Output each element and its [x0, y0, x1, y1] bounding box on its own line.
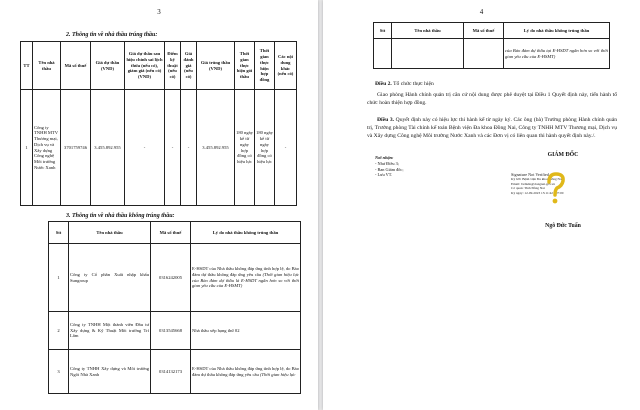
technical-score: - — [165, 90, 181, 206]
tax-code: 3701759746 — [61, 90, 91, 206]
article-label: Điều 3. — [377, 117, 395, 123]
bidder-name: Công ty TNHH Xây dựng và Môi trường Ngôi Nhà Xanh — [69, 350, 151, 394]
header-cell: Lý do nhà thầu không trúng thầu — [191, 222, 301, 244]
table-row — [49, 350, 301, 394]
paragraph: Giao phòng Hành chính quản trị căn cứ nội dung được phê duyệt tại Điều 1 Quyết định này, tiến hành tổ chức hoàn thiện hợp đồng. — [367, 92, 617, 107]
header-cell: Giá dự thầu sau hiệu chỉnh sai lệch thừa (nếu có), giảm giá (nếu có) (VND) — [125, 42, 165, 90]
page-number: 4 — [479, 8, 484, 16]
losing-bidders-table-continued — [373, 22, 610, 69]
table-row — [21, 90, 297, 206]
evaluated-price: - — [181, 90, 197, 206]
article-2 — [375, 80, 615, 88]
recipients-title: Nơi nhận: — [375, 155, 394, 160]
header-cell: Tên nhà thầu — [33, 42, 61, 90]
header-cell: Stt — [49, 222, 69, 244]
header-cell: Giá đánh giá (nếu có) — [181, 42, 197, 90]
bidder-name: Công ty Cổ phần Xuất nhập khẩu Sungroup — [69, 244, 151, 312]
header-cell: Lý do nhà thầu không trúng thầu — [504, 23, 610, 39]
stamp-line: Ký bởi: Bệnh viện Đa khoa Đồng Nai — [511, 177, 563, 182]
signer-title: GIÁM ĐỐC — [547, 152, 579, 158]
header-cell: Các nội dung khác (nếu có) — [275, 42, 297, 90]
row-number: 1 — [21, 90, 33, 206]
header-cell: Mã số thuế — [61, 42, 91, 90]
document-page-3 — [0, 0, 318, 410]
row-number: 2 — [49, 312, 69, 350]
reason-text: Nhà thầu xếp hạng thứ 02 — [192, 327, 240, 333]
recipient-item: - Ban Giám đốc; — [375, 166, 404, 172]
winning-price: 3.455.892.955 — [197, 90, 235, 206]
header-cell: Điểm kỹ thuật (nếu có) — [165, 42, 181, 90]
table-row — [374, 39, 610, 69]
table-row — [49, 312, 301, 350]
winning-bidder-table — [20, 41, 297, 206]
section-2-title: 2. Thông tin về nhà thầu trúng thầu: — [66, 32, 158, 38]
contract-duration: 180 ngày kể từ ngày hợp đồng có hiệu lực — [255, 90, 275, 206]
article-text: Quyết định này có hiệu lực thi hành kể từ ngày ký. Các ông (bà) Trưởng phòng Hành chính quản trị, Trưởng phòng Tài chính kế toán Bệnh viện Đa khoa Đồng Nai, Công ty TNHH MTV Thương mại, Dịch vụ và Xây dựng Công nghệ Môi trường Nước Xanh và các Đơn vị có liên quan thi hành quyết định này./. — [367, 117, 618, 140]
header-cell: Tên nhà thầu — [392, 23, 464, 39]
tax-code: 0314132173 — [151, 350, 191, 394]
reason-text: E-HSDT của Nhà thầu không đáp ứng tính hợp lệ, do Bảo đảm dự thầu không đáp ứng yêu cầu — [192, 266, 299, 277]
signature-verified-question-icon — [541, 172, 571, 206]
reason-note: (Thời gian hiệu lực — [260, 371, 296, 377]
header-cell: Thời gian thực hiện hợp đồng — [255, 42, 275, 90]
row-number: 1 — [49, 244, 69, 312]
table-header-row — [49, 222, 301, 244]
losing-bidders-table — [48, 221, 301, 394]
table-row — [49, 244, 301, 312]
reason-text: E-HSDT của Nhà thầu không đáp ứng tính hợp lệ, do Bảo đảm dự thầu không đáp ứng yêu cầu — [192, 365, 299, 377]
article-text: Tổ chức thực hiện — [393, 81, 434, 87]
header-cell: Mã số thuế — [464, 23, 504, 39]
adjusted-price: - — [125, 90, 165, 206]
page-number: 3 — [157, 8, 161, 16]
recipients — [375, 155, 404, 178]
rejection-reason — [191, 350, 301, 394]
stamp-line: Email: bvdkdn@dongnai.gov.vn — [511, 181, 556, 186]
header-cell: Giá dự thầu (VND) — [91, 42, 125, 90]
header-cell: Thời gian thực hiện gói thầu — [235, 42, 255, 90]
rejection-reason — [191, 244, 301, 312]
header-cell: TT — [21, 42, 33, 90]
table-header-row — [374, 23, 610, 39]
document-page-4 — [323, 0, 640, 410]
stamp-line: Ký ngày: 12-09-2023 15:11:42 +07:00 — [511, 190, 564, 195]
tax-code: 0316242005 — [151, 244, 191, 312]
recipient-item: - Lưu VT. — [375, 172, 393, 178]
rejection-reason — [191, 312, 301, 350]
article-label: Điều 2. — [375, 81, 392, 87]
table-header-row — [21, 42, 297, 90]
header-cell: Giá trúng thầu (VND) — [197, 42, 235, 90]
other-content: - — [275, 90, 297, 206]
package-duration: 180 ngày kể từ ngày hợp đồng có hiệu lực — [235, 90, 255, 206]
section-3-title: 3. Thông tin về nhà thầu không trúng thầu: — [66, 213, 175, 219]
signature-status: Signature Not Verified — [511, 172, 549, 177]
bid-price: 3.455.892.955 — [91, 90, 125, 206]
signer-name: Ngô Đức Tuấn — [545, 223, 581, 229]
bidder-name: Công ty TNHH Một thành viên Đầu tư Xây dựng & Kỹ Thuật Môi trường Trí Lâm — [69, 312, 151, 350]
bidder-name: Công ty TNHH MTV Thương mại, Dịch vụ và Xây dựng Công nghệ Môi trường Nước Xanh — [33, 90, 61, 206]
rejection-reason: của Bảo đảm dự thầu tại E-HSDT ngắn hơn so với thời gian yêu cầu của E-HSMT) — [504, 39, 610, 69]
row-number: 3 — [49, 350, 69, 394]
header-cell: Tên nhà thầu — [69, 222, 151, 244]
stamp-line: Cơ quan: Tỉnh Đồng Nai — [511, 186, 545, 191]
header-cell: Mã số thuế — [151, 222, 191, 244]
tax-code: 0313545668 — [151, 312, 191, 350]
recipient-item: - Như Điều 3; — [375, 160, 399, 166]
reason-note: (Thời gian hiệu lực của Bảo đảm dự thầu là E-HSDT ngắn hơn so với thời gian yêu cầu của E-HSMT) — [192, 271, 300, 289]
header-cell: Stt — [374, 23, 392, 39]
article-3 — [367, 116, 617, 140]
